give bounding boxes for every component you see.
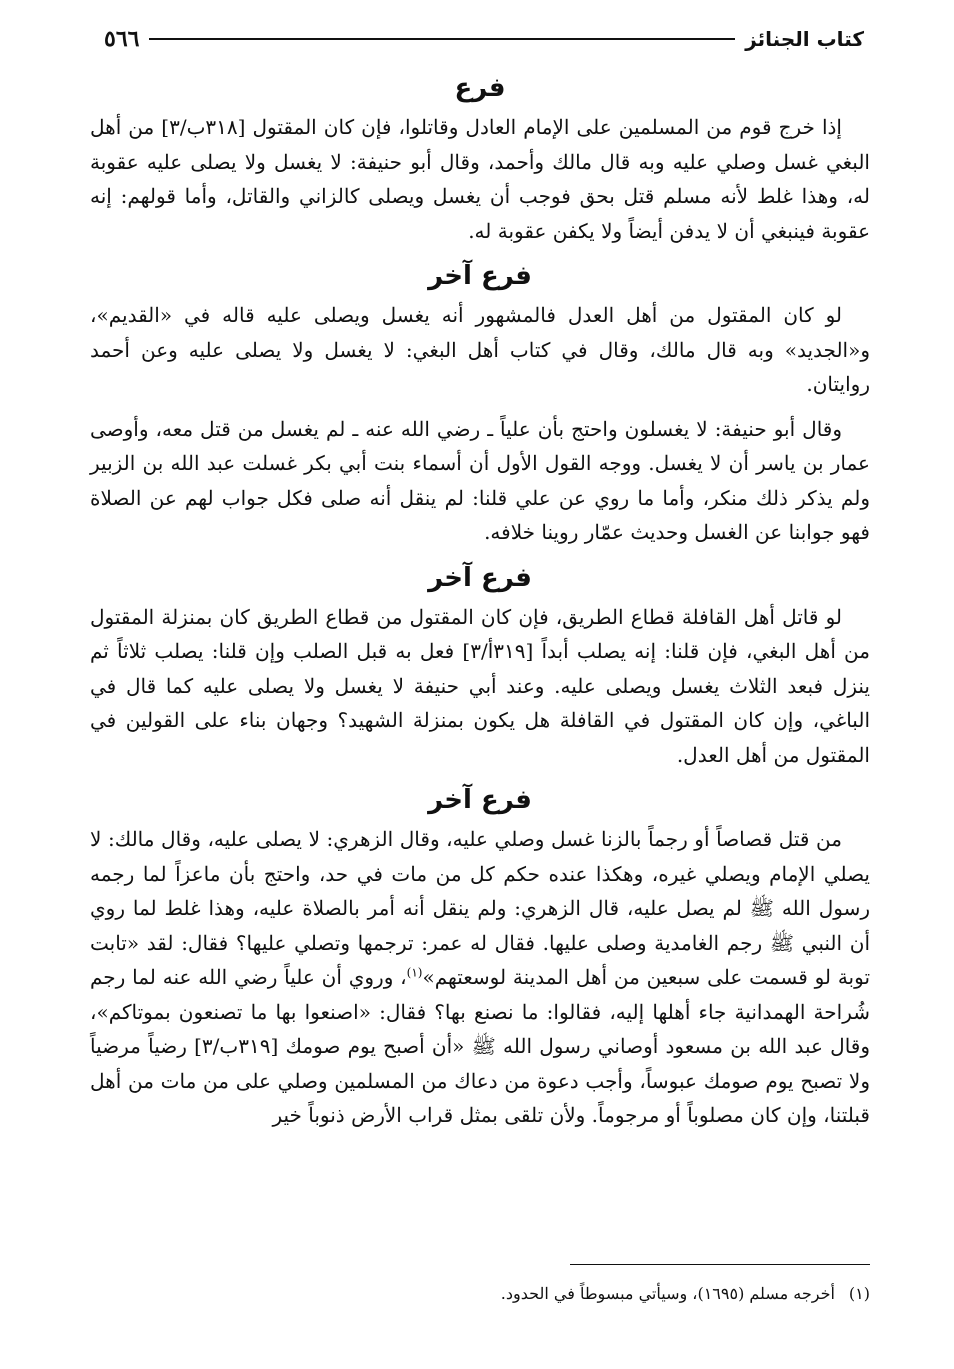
running-header: [90, 18, 870, 60]
paragraph: لو قاتل أهل القافلة قطاع الطريق، فإن كان المقتول من قطاع الطريق كان بمنزلة المقتول من أهل البغي، فإن قلنا: إنه يصلب أبداً [٣١٩أ/٣] فعل به قبل الصلب وإن قلنا: يصلب ثلاثاً ثم ينزل فبعد الثلاث يغسل ويصلى عليه. وعند أبي حنيفة لا يغسل ولا يصلى عليه كما قال في الباغي، وإن كان المقتول في القافلة هل يكون بمنزلة الشهيد؟ وجهان بناء على القولين في المقتول من أهل العدل.: [90, 604, 870, 767]
paragraph: وقال أبو حنيفة: لا يغسلون واحتج بأن علياً ـ رضي الله عنه ـ لم يغسل من قتل معه، وأوصى عمار بن ياسر أن لا يغسل. ووجه القول الأول أن أسماء بنت أبي بكر غسلت عبد الله بن الزبير ولم يذكر ذلك منكر، وأما ما روي عن علي قلنا: لم ينقل أنه صلى فكل جواب لهم عن الصلاة فهو جوابنا عن الغسل وحديث عمّار روينا خلافه.: [90, 416, 870, 544]
header-rule: [149, 38, 735, 40]
footnote-reference[interactable]: (١): [406, 965, 423, 980]
page-number: ٥٦٦: [104, 26, 140, 52]
paragraph-text: من قتل قصاصاً أو رجماً بالزنا غسل وصلي عليه، وقال الزهري: لا يصلى عليه، وقال مالك: لا يصلي الإمام ويصلي غيره، وهكذا عنده حكم كل من مات في حد، واحتج بأن ماعزاً لما رجمه رسول الله ﷺ لم يصل عليه، قال الزهري: ولم ينقل أنه أمر بالصلاة عليه، وهذا غلط لما روي أن النبي ﷺ رجم الغامدية وصلى عليها. فقال له عمر: ترجمها وتصلي عليها؟ فقال: لقد «تابت توبة لو قسمت على سبعين من أهل المدينة لوسعتهم»: [90, 827, 871, 989]
paragraph-continuation: ، وروي أن علياً رضي الله عنه لما رجم شُراحة الهمدانية جاء أهلها إليه، فقالوا: ما نصنع بها؟ فقال: «اصنعوا بها ما تصنعون بموتاكم»، وقال عبد الله بن مسعود أوصاني رسول الله ﷺ «أن أصبح يوم صومك [٣١٩ب/٣] رضياً مرضياً ولا تصبح يوم صومك عبوساً، وأجب دعوة من دعاك من المسلمين وصلي على من مات من أهل قبلتنا، وإن كان مصلوباً أو مرجوماً. ولأن تلقى بمثل قراب الأرض ذنوباً خير: [90, 965, 871, 1127]
section-heading: فرع آخر: [428, 261, 532, 291]
paragraph: إذا خرج قوم من المسلمين على الإمام العادل وقاتلوا، فإن كان المقتول [٣١٨ب/٣] من أهل البغي غسل وصلي عليه وبه قال مالك وأحمد، وقال أبو حنيفة: لا يغسل ولا يصلى عليه عقوبة له، وهذا غلط لأنه مسلم قتل بحق فوجب أن يغسل ويصلى كالزاني والقاتل، وأما قولهم: إنه عقوبة فينبغي أن لا يدفن أيضاً ولا يكفن عقوبة له.: [90, 115, 870, 243]
footnote-number: (١): [848, 1284, 870, 1303]
section-heading: فرع آخر: [428, 562, 532, 593]
footnote-rule: [570, 1264, 870, 1265]
footnote-area: [90, 1264, 870, 1307]
footnote-text: أخرجه مسلم (١٦٩٥)، وسيأتي مبسوطاً في الحدود.: [500, 1284, 835, 1303]
paragraph: لو كان المقتول من أهل العدل فالمشهور أنه يغسل ويصلى عليه قاله في «القديم»، و«الجديد» وبه قال مالك، وقال في كتاب أهل البغي: لا يغسل ولا يصلى عليه وعن أحمد روايتان.: [90, 303, 870, 396]
paragraph: [90, 822, 870, 1133]
book-page: [90, 18, 870, 1338]
section-heading: فرع: [454, 73, 506, 103]
book-title: كتاب الجنائز: [745, 27, 864, 51]
footnote: [90, 1281, 870, 1307]
section-heading: فرع آخر: [428, 785, 532, 815]
